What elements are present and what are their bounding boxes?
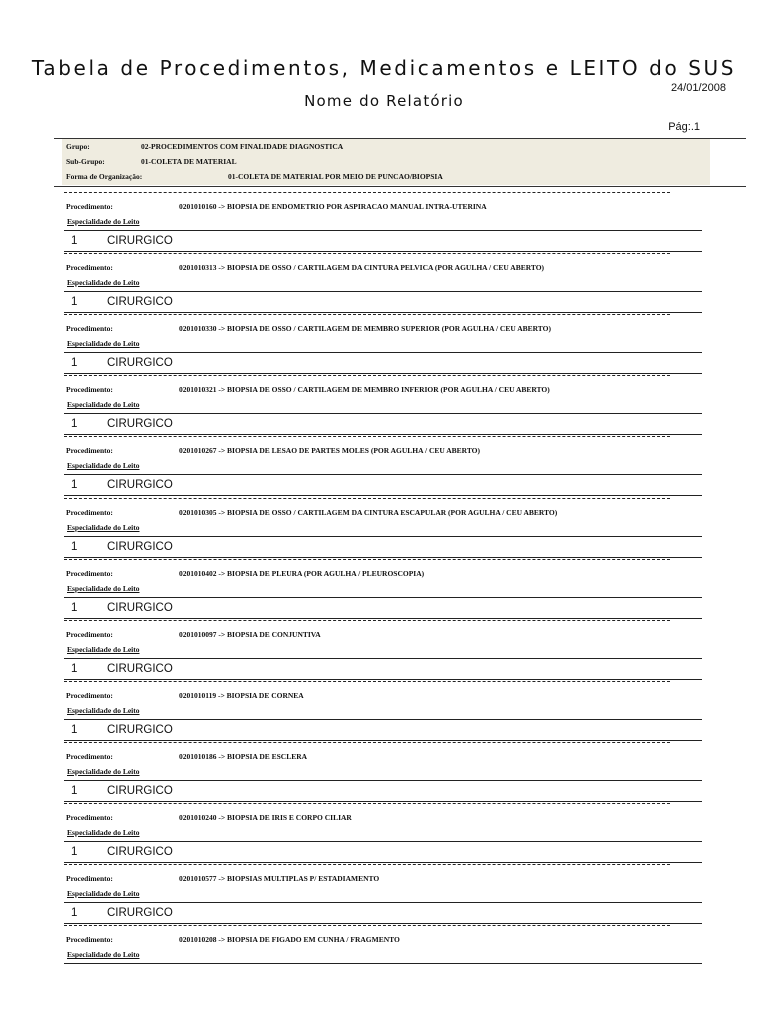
- dashed-separator: [64, 742, 670, 743]
- procedimento-value: 0201010402 -> BIOPSIA DE PLEURA (POR AGULHA / PLEUROSCOPIA): [179, 568, 425, 578]
- leito-number: 1: [71, 662, 78, 675]
- leito-name: CIRURGICO: [107, 846, 173, 858]
- leito-top-rule: [64, 902, 702, 903]
- dashed-separator: [64, 925, 670, 926]
- leito-top-rule: [64, 597, 702, 598]
- leito-number: 1: [71, 357, 78, 370]
- dashed-separator: [64, 498, 670, 499]
- procedimento-value: 0201010330 -> BIOPSIA DE OSSO / CARTILAGEM DE MEMBRO SUPERIOR (POR AGULHA / CEU ABERTO): [179, 324, 551, 334]
- leito-name: CIRURGICO: [107, 418, 173, 431]
- leito-number: 1: [71, 418, 78, 431]
- leito-top-rule: [64, 291, 702, 292]
- especialidade-leito-label: Especialidade do Leito: [67, 461, 140, 471]
- procedimento-label: Procedimento:: [66, 507, 113, 517]
- procedimento-value: 0201010305 -> BIOPSIA DE OSSO / CARTILAGEM DA CINTURA ESCAPULAR (POR AGULHA / CEU ABERTO): [179, 507, 558, 517]
- especialidade-leito-label: Especialidade do Leito: [67, 950, 140, 960]
- leito-number: 1: [71, 601, 78, 614]
- leito-bottom-rule: [64, 557, 702, 558]
- procedimento-value: 0201010577 -> BIOPSIAS MULTIPLAS P/ ESTADIAMENTO: [179, 874, 380, 884]
- subgrupo-label: Sub-Grupo:: [66, 157, 105, 166]
- leito-name: CIRURGICO: [107, 235, 173, 247]
- report-title: Tabela de Procedimentos, Medicamentos e LEITO do SUS: [31, 56, 737, 80]
- grupo-label: Grupo:: [66, 142, 90, 151]
- leito-name: CIRURGICO: [107, 907, 173, 920]
- procedimento-value: 0201010313 -> BIOPSIA DE OSSO / CARTILAGEM DA CINTURA PELVICA (POR AGULHA / CEU ABERTO): [179, 263, 545, 273]
- leito-bottom-rule: [64, 801, 702, 802]
- especialidade-leito-label: Especialidade do Leito: [67, 889, 140, 899]
- procedimento-label: Procedimento:: [66, 935, 113, 945]
- leito-number: 1: [71, 235, 78, 247]
- leito-number: 1: [71, 540, 78, 553]
- especialidade-leito-label: Especialidade do Leito: [67, 400, 140, 410]
- leito-name: CIRURGICO: [107, 784, 173, 797]
- dashed-separator: [64, 375, 670, 376]
- leito-number: 1: [71, 846, 78, 858]
- leito-bottom-rule: [64, 373, 702, 374]
- leito-name: CIRURGICO: [107, 357, 173, 370]
- leito-top-rule: [64, 658, 702, 659]
- leito-name: CIRURGICO: [107, 601, 173, 614]
- leito-bottom-rule: [64, 312, 702, 313]
- leito-bottom-rule: [64, 740, 702, 741]
- forma-organizacao-value: 01-COLETA DE MATERIAL POR MEIO DE PUNCAO/BIOPSIA: [228, 172, 443, 181]
- especialidade-leito-label: Especialidade do Leito: [67, 339, 140, 349]
- dashed-separator: [64, 436, 670, 437]
- leito-top-rule: [64, 780, 702, 781]
- leito-name: CIRURGICO: [107, 479, 173, 492]
- leito-number: 1: [71, 296, 78, 309]
- dashed-separator: [64, 314, 670, 315]
- procedimento-label: Procedimento:: [66, 446, 113, 456]
- leito-name: CIRURGICO: [107, 723, 173, 736]
- leito-number: 1: [71, 479, 78, 492]
- leito-number: 1: [71, 723, 78, 736]
- leito-bottom-rule: [64, 495, 702, 496]
- procedimento-label: Procedimento:: [66, 874, 113, 884]
- procedimento-label: Procedimento:: [66, 629, 113, 639]
- dashed-separator: [64, 620, 670, 621]
- procedimento-label: Procedimento:: [66, 263, 113, 273]
- procedimento-label: Procedimento:: [66, 568, 113, 578]
- subgrupo-value: 01-COLETA DE MATERIAL: [141, 157, 237, 166]
- leito-number: 1: [71, 907, 78, 920]
- leito-top-rule: [64, 413, 702, 414]
- especialidade-leito-label: Especialidade do Leito: [67, 705, 140, 715]
- especialidade-leito-label: Especialidade do Leito: [67, 217, 140, 226]
- procedimento-value: 0201010267 -> BIOPSIA DE LESAO DE PARTES MOLES (POR AGULHA / CEU ABERTO): [179, 446, 481, 456]
- procedimento-value: 0201010240 -> BIOPSIA DE IRIS E CORPO CILIAR: [179, 813, 352, 822]
- leito-name: CIRURGICO: [107, 540, 173, 553]
- leito-top-rule: [64, 536, 702, 537]
- especialidade-leito-label: Especialidade do Leito: [67, 644, 140, 654]
- especialidade-leito-label: Especialidade do Leito: [67, 583, 140, 593]
- leito-bottom-rule: [64, 618, 702, 619]
- procedimento-value: 0201010186 -> BIOPSIA DE ESCLERA: [179, 751, 308, 761]
- dashed-separator: [64, 253, 670, 254]
- leito-top-rule: [64, 841, 702, 842]
- procedimento-label: Procedimento:: [66, 690, 113, 700]
- especialidade-leito-label: Especialidade do Leito: [67, 278, 140, 288]
- dashed-separator: [64, 192, 670, 193]
- leito-bottom-rule: [64, 679, 702, 680]
- leito-top-rule: [64, 963, 702, 964]
- leito-top-rule: [64, 230, 702, 231]
- forma-organizacao-label: Forma de Organização:: [66, 172, 143, 181]
- leito-name: CIRURGICO: [107, 662, 173, 675]
- dashed-separator: [64, 803, 670, 804]
- group-divider: [54, 186, 746, 187]
- page-number: Pág:.1: [668, 121, 700, 133]
- leito-top-rule: [64, 352, 702, 353]
- procedimento-label: Procedimento:: [66, 324, 113, 334]
- leito-name: CIRURGICO: [107, 296, 173, 309]
- especialidade-leito-label: Especialidade do Leito: [67, 522, 140, 532]
- procedimento-value: 0201010119 -> BIOPSIA DE CORNEA: [179, 690, 304, 700]
- procedimento-label: Procedimento:: [66, 385, 113, 395]
- report-subtitle: Nome do Relatório: [304, 92, 464, 110]
- procedimento-value: 0201010208 -> BIOPSIA DE FIGADO EM CUNHA / FRAGMENTO: [179, 935, 400, 945]
- procedimento-label: Procedimento:: [66, 751, 113, 761]
- dashed-separator: [64, 864, 670, 865]
- leito-bottom-rule: [64, 862, 702, 863]
- leito-bottom-rule: [64, 923, 702, 924]
- leito-top-rule: [64, 474, 702, 475]
- leito-bottom-rule: [64, 251, 702, 252]
- dashed-separator: [64, 681, 670, 682]
- leito-bottom-rule: [64, 434, 702, 435]
- leito-number: 1: [71, 784, 78, 797]
- procedimento-value: 0201010097 -> BIOPSIA DE CONJUNTIVA: [179, 629, 321, 639]
- grupo-value: 02-PROCEDIMENTOS COM FINALIDADE DIAGNOSTICA: [141, 142, 344, 151]
- dashed-separator: [64, 559, 670, 560]
- procedimento-value: 0201010160 -> BIOPSIA DE ENDOMETRIO POR ASPIRACAO MANUAL INTRA-UTERINA: [179, 202, 487, 211]
- report-date: 24/01/2008: [670, 82, 726, 94]
- especialidade-leito-label: Especialidade do Leito: [67, 766, 140, 776]
- procedimento-label: Procedimento:: [66, 202, 113, 211]
- procedimento-label: Procedimento:: [66, 813, 113, 822]
- procedimento-value: 0201010321 -> BIOPSIA DE OSSO / CARTILAGEM DE MEMBRO INFERIOR (POR AGULHA / CEU ABERTO): [179, 385, 550, 395]
- leito-top-rule: [64, 719, 702, 720]
- especialidade-leito-label: Especialidade do Leito: [67, 828, 140, 837]
